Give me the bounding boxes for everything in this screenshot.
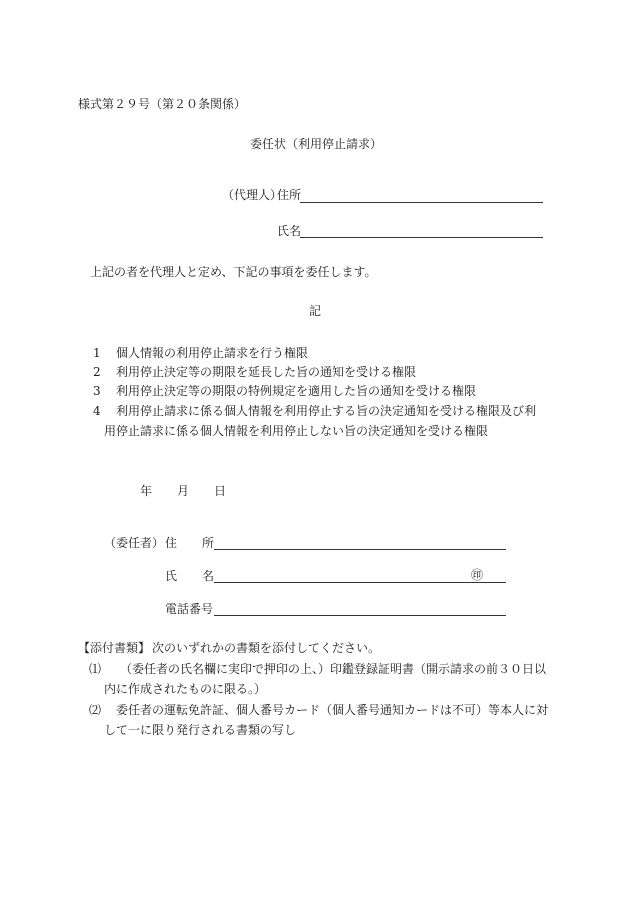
date-year-label: 年 [140, 484, 153, 498]
principal-name-label-1: 氏 [165, 569, 178, 583]
agent-name-label: 氏名 [277, 224, 302, 238]
item-number: 2 [93, 365, 101, 379]
item-number: 4 [93, 404, 101, 418]
principal-name-label-2: 名 [202, 569, 215, 583]
item-text: 利用停止決定等の期限を延長した旨の通知を受ける権限 [116, 365, 417, 379]
item-text-continued: 用停止請求に係る個人情報を利用停止しない旨の決定通知を受ける権限 [104, 424, 489, 438]
date-day-label: 日 [214, 484, 227, 498]
principal-address-line[interactable] [214, 549, 506, 550]
attachment-text: 委任者の運転免許証、個人番号カード（個人番号通知カードは不可）等本人に対 [116, 703, 549, 717]
seal-mark: ㊞ [471, 568, 484, 582]
attachment-text-continued: して一に限り発行される書類の写し [104, 723, 297, 737]
principal-phone-line[interactable] [214, 615, 506, 616]
intro-text: 上記の者を代理人と定め、下記の事項を委任します。 [90, 265, 377, 279]
attachment-text: （委任者の氏名欄に実印で押印の上、）印鑑登録証明書（開示請求の前３０日以 [120, 662, 547, 676]
agent-address-line[interactable] [300, 202, 543, 203]
attachment-number: ⑴ [89, 662, 102, 676]
date-month-label: 月 [177, 484, 190, 498]
attachments-lead: 次のいずれかの書類を添付してください。 [152, 641, 381, 655]
principal-name-line[interactable] [214, 582, 506, 583]
attachments-heading: 【添付書類】 [78, 641, 151, 655]
ki-heading: 記 [309, 304, 322, 318]
attachment-number: ⑵ [89, 703, 102, 717]
principal-label: （委任者） [104, 536, 165, 550]
item-text: 個人情報の利用停止請求を行う権限 [116, 346, 309, 360]
item-number: 3 [93, 384, 101, 398]
principal-phone-label: 電話番号 [165, 602, 214, 616]
item-number: 1 [93, 346, 101, 360]
attachment-text-continued: 内に作成されたものに限る。） [104, 682, 267, 696]
item-text: 利用停止決定等の期限の特例規定を適用した旨の通知を受ける権限 [116, 384, 477, 398]
agent-label: （代理人） [222, 188, 283, 202]
agent-address-label: 住所 [277, 188, 302, 202]
item-text: 利用停止請求に係る個人情報を利用停止する旨の決定通知を受ける権限及び利 [116, 404, 537, 418]
principal-address-label-2: 所 [202, 536, 215, 550]
document-title: 委任状（利用停止請求） [250, 137, 383, 151]
agent-name-line[interactable] [300, 237, 543, 238]
form-number: 様式第２９号（第２０条関係） [78, 97, 247, 111]
principal-address-label-1: 住 [165, 536, 178, 550]
